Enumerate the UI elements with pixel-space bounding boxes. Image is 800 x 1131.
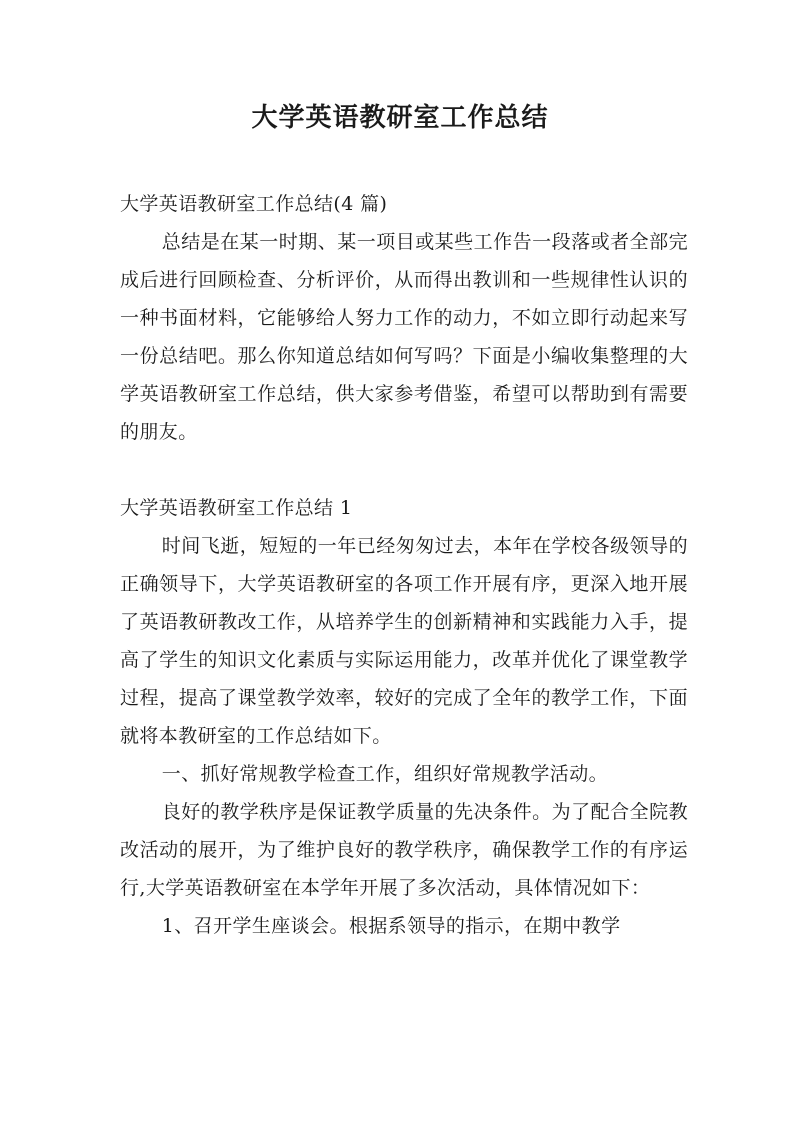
collection-heading: 大学英语教研室工作总结(4 篇) bbox=[120, 193, 388, 215]
intro-paragraph: 总结是在某一时期、某一项目或某些工作告一段落或者全部完成后进行回顾检查、分析评价，从而得出教训和一些规律性认识的一种书面材料，它能够给人努力工作的动力，不如立即行动起来写一份总结吧。那么你知道总结如何写吗？下面是小编收集整理的大学英语教研室工作总结，供大家参考借鉴，希望可以帮助到有需要的朋友。 bbox=[120, 231, 688, 443]
section-1-paragraph-2: 良好的教学秩序是保证教学质量的先决条件。为了配合全院教改活动的展开，为了维护良好的教学秩序，确保教学工作的有序运行,大学英语教研室在本学年开展了多次活动，具体情况如下： bbox=[120, 801, 688, 899]
document-body bbox=[120, 185, 688, 945]
section-heading-1: 大学英语教研室工作总结 1 bbox=[120, 497, 353, 519]
document-title: 大学英语教研室工作总结 bbox=[251, 103, 549, 133]
paragraph-spacer bbox=[120, 451, 688, 489]
section-1-item-1: 1、召开学生座谈会。根据系领导的指示，在期中教学 bbox=[161, 915, 621, 937]
section-1-paragraph-1: 时间飞逝，短短的一年已经匆匆过去，本年在学校各级领导的正确领导下，大学英语教研室的各项工作开展有序，更深入地开展了英语教研教改工作，从培养学生的创新精神和实践能力入手，提高了学生的知识文化素质与实际运用能力，改革并优化了课堂教学过程，提高了课堂教学效率，较好的完成了全年的教学工作，下面就将本教研室的工作总结如下。 bbox=[120, 535, 688, 747]
subsection-heading-1: 一、抓好常规教学检查工作，组织好常规教学活动。 bbox=[161, 763, 608, 785]
